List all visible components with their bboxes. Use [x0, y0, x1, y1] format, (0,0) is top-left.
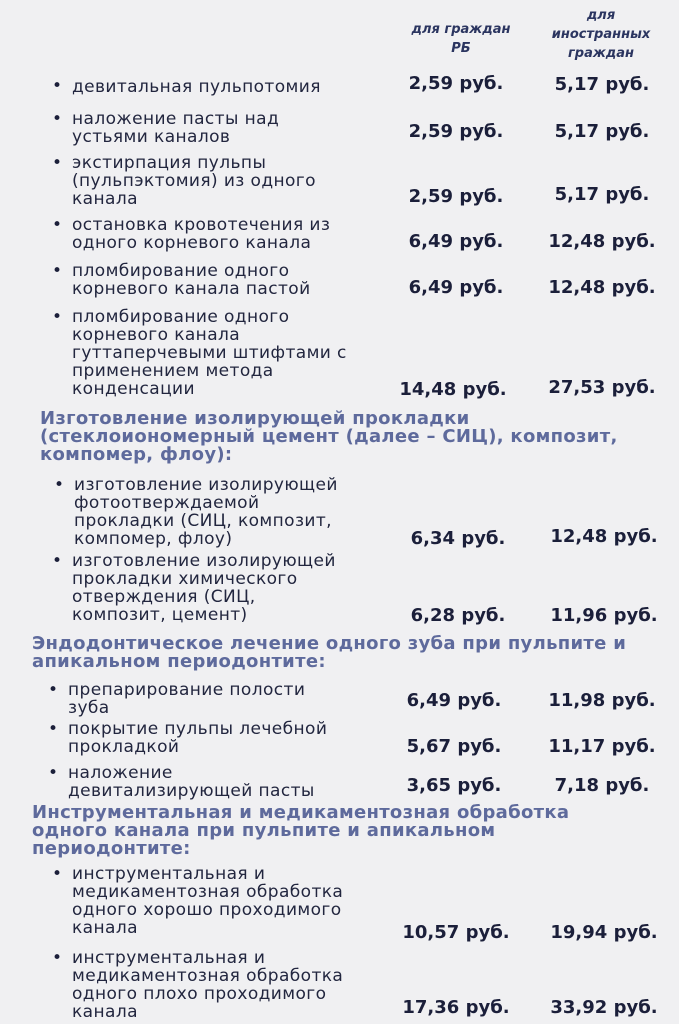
bullet-icon: •: [52, 864, 63, 884]
price-foreigners: 12,48 руб.: [548, 277, 656, 298]
bullet-icon: •: [52, 948, 63, 968]
price-citizens: 6,34 руб.: [410, 528, 506, 549]
price-citizens: 6,49 руб.: [408, 277, 504, 298]
item-description: изготовление изолирующей фотоотверждаемой прокладки (СИЦ, композит, компомер, флоу): [74, 475, 338, 549]
price-citizens: 14,48 руб.: [399, 379, 507, 400]
item-description: пломбирование одного корневого канала пастой: [72, 261, 311, 299]
bullet-icon: •: [52, 153, 63, 173]
bullet-icon: •: [52, 109, 63, 129]
price-foreigners: 12,48 руб.: [548, 231, 656, 252]
price-citizens: 6,28 руб.: [410, 605, 506, 626]
section-heading: Инструментальная и медикаментозная обработка одного канала при пульпите и апикальном периодонтите:: [32, 802, 570, 859]
price-citizens: 6,49 руб.: [408, 231, 504, 252]
section-heading: Эндодонтическое лечение одного зуба при пульпите и апикальном периодонтите:: [32, 633, 627, 672]
price-foreigners: 11,96 руб.: [550, 605, 658, 626]
price-foreigners: 12,48 руб.: [550, 526, 658, 547]
item-description: наложение девитализирующей пасты: [68, 763, 315, 801]
price-citizens: 2,59 руб.: [408, 73, 504, 94]
price-citizens: 6,49 руб.: [406, 690, 502, 711]
section-heading: Изготовление изолирующей прокладки (стеклоиономерный цемент (далее – СИЦ), композит, компомер, флоу):: [40, 408, 618, 465]
price-foreigners: 5,17 руб.: [554, 121, 650, 142]
bullet-icon: •: [48, 719, 59, 739]
price-citizens: 3,65 руб.: [406, 775, 502, 796]
price-foreigners: 11,98 руб.: [548, 690, 656, 711]
bullet-icon: •: [52, 215, 63, 235]
price-citizens: 2,59 руб.: [408, 186, 504, 207]
price-foreigners: 5,17 руб.: [554, 74, 650, 95]
item-description: инструментальная и медикаментозная обработка одного хорошо проходимого канала: [72, 864, 344, 938]
price-foreigners: 27,53 руб.: [548, 377, 656, 398]
price-foreigners: 5,17 руб.: [554, 184, 650, 205]
price-foreigners: 33,92 руб.: [550, 997, 658, 1018]
item-description: наложение пасты над устьями каналов: [72, 109, 280, 147]
item-description: девитальная пульпотомия: [72, 77, 321, 97]
item-description: пломбирование одного корневого канала гуттаперчевыми штифтами с применением метода конденсации: [72, 307, 347, 399]
item-description: инструментальная и медикаментозная обработка одного плохо проходимого канала: [72, 948, 344, 1022]
item-description: покрытие пульпы лечебной прокладкой: [68, 719, 328, 757]
bullet-icon: •: [52, 76, 63, 96]
bullet-icon: •: [54, 475, 65, 495]
price-foreigners: 19,94 руб.: [550, 922, 658, 943]
price-foreigners: 11,17 руб.: [548, 736, 656, 757]
price-citizens: 2,59 руб.: [408, 121, 504, 142]
bullet-icon: •: [52, 307, 63, 327]
price-citizens: 5,67 руб.: [406, 736, 502, 757]
item-description: остановка кровотечения из одного корневого канала: [72, 215, 331, 253]
column-header-citizens: для граждан РБ: [411, 22, 511, 56]
item-description: экстирпация пульпы (пульпэктомия) из одного канала: [72, 153, 316, 209]
column-header-foreigners: для иностранных граждан: [551, 8, 651, 61]
bullet-icon: •: [48, 680, 59, 700]
item-description: препарирование полости зуба: [68, 680, 306, 718]
bullet-icon: •: [52, 261, 63, 281]
price-foreigners: 7,18 руб.: [554, 775, 650, 796]
bullet-icon: •: [48, 763, 59, 783]
bullet-icon: •: [52, 551, 63, 571]
price-citizens: 10,57 руб.: [402, 922, 510, 943]
price-citizens: 17,36 руб.: [402, 997, 510, 1018]
item-description: изготовление изолирующей прокладки химического отверждения (СИЦ, композит, цемент): [72, 551, 336, 625]
